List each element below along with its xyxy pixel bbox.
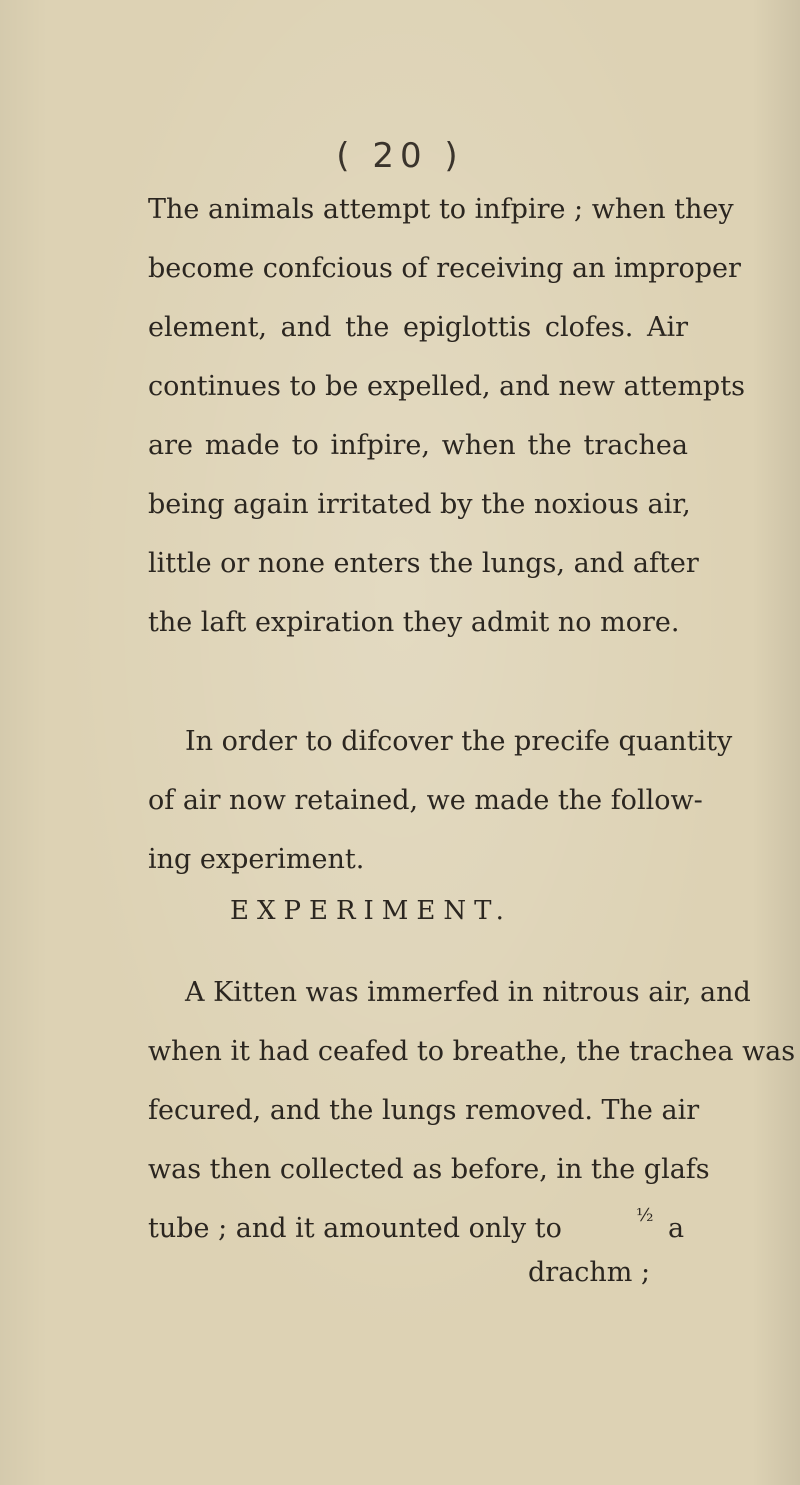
text-line: tube ; and it amounted only to — [148, 1213, 562, 1244]
text-line: are made to infpire, when the trachea — [148, 430, 688, 461]
text-fragment: a — [668, 1213, 685, 1244]
text-line: In order to difcover the precife quantity — [185, 726, 733, 757]
text-line: ing experiment. — [148, 844, 365, 875]
text-line: fecured, and the lungs removed. The air — [148, 1095, 700, 1126]
text-line: continues to be expelled, and new attempts — [148, 371, 745, 402]
fraction: ½ — [636, 1205, 654, 1226]
text-line: The animals attempt to infpire ; when they — [148, 194, 734, 225]
text-line: being again irritated by the noxious air, — [148, 489, 691, 520]
text-line: the laft expiration they admit no more. — [148, 607, 680, 638]
text-line: become confcious of receiving an improper — [148, 253, 741, 284]
text-line: when it had ceafed to breathe, the trachea was — [148, 1036, 796, 1067]
experiment-heading: EXPERIMENT. — [230, 896, 512, 926]
page-number: ( 20 ) — [336, 136, 464, 176]
text-line: element, and the epiglottis clofes. Air — [148, 312, 688, 343]
text-line: was then collected as before, in the glafs — [148, 1154, 710, 1185]
text-line: little or none enters the lungs, and after — [148, 548, 699, 579]
text-line: A Kitten was immerfed in nitrous air, and — [185, 977, 751, 1008]
text-line: of air now retained, we made the follow- — [148, 785, 703, 816]
text-line: drachm ; — [528, 1257, 651, 1288]
